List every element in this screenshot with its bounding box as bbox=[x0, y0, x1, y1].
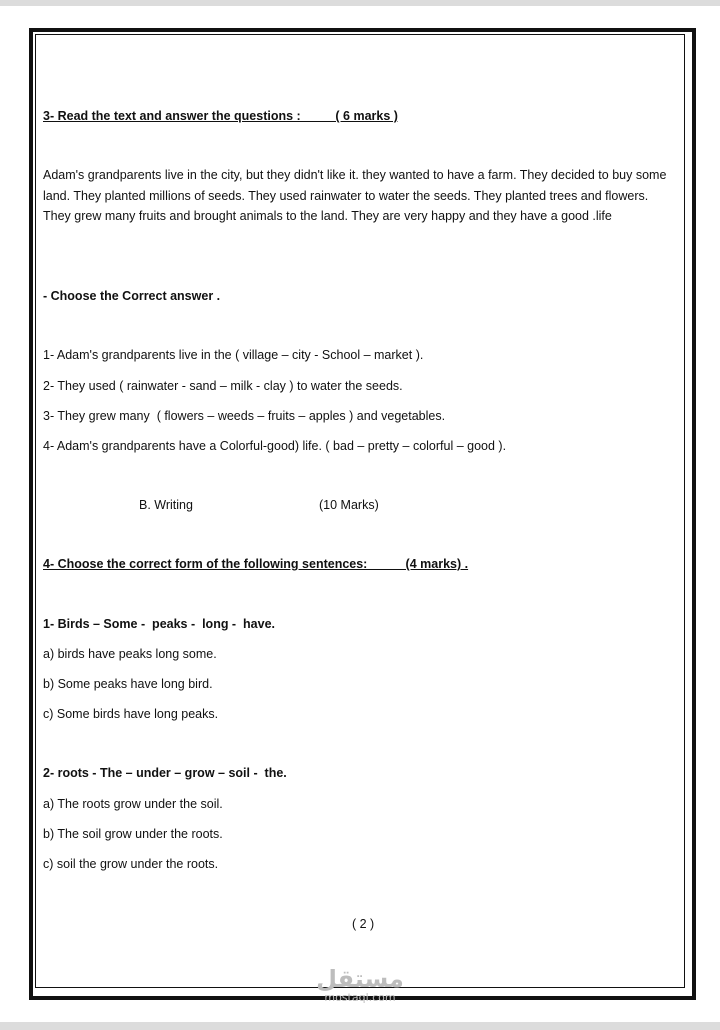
item-2-option-b: b) The soil grow under the roots. bbox=[43, 827, 223, 841]
item-2-prompt: 2- roots - The – under – grow – soil - the. bbox=[43, 766, 287, 780]
question-3: 3- They grew many ( flowers – weeds – fruits – apples ) and vegetables. bbox=[43, 409, 446, 423]
watermark-arabic: مستقل bbox=[316, 965, 404, 993]
bottom-background-strip bbox=[0, 1022, 720, 1030]
choose-instruction: - Choose the Correct answer . bbox=[43, 289, 221, 303]
question-2: 2- They used ( rainwater - sand – milk - clay ) to water the seeds. bbox=[43, 379, 403, 393]
item-1-option-c: c) Some birds have long peaks. bbox=[43, 707, 219, 721]
reading-passage: Adam's grandparents live in the city, but they didn't like it. they wanted to have a farm. They decided to buy some land. They planted millions of seeds. They used rainwater to water the seeds. They planted trees and flowers. They grew many fruits and brought animals to the land. They are very happy and they have a good .life bbox=[43, 168, 667, 223]
item-2-option-a: a) The roots grow under the soil. bbox=[43, 797, 223, 811]
item-1-option-a: a) birds have peaks long some. bbox=[43, 647, 217, 661]
item-2-option-c: c) soil the grow under the roots. bbox=[43, 857, 219, 871]
question-4: 4- Adam's grandparents have a Colorful-good) life. ( bad – pretty – colorful – good ). bbox=[43, 439, 507, 453]
question-1: 1- Adam's grandparents live in the ( village – city - School – market ). bbox=[43, 348, 424, 362]
page-number: ( 2 ) bbox=[352, 917, 375, 931]
section3-heading: 3- Read the text and answer the questions : ( 6 marks ) bbox=[43, 109, 398, 123]
section4-heading: 4- Choose the correct form of the following sentences: (4 marks) . bbox=[43, 557, 469, 571]
writing-marks: (10 Marks) bbox=[319, 498, 379, 512]
item-1-prompt: 1- Birds – Some - peaks - long - have. bbox=[43, 617, 276, 631]
watermark-latin: mostaql.com bbox=[324, 991, 396, 1004]
writing-label: B. Writing bbox=[139, 498, 193, 512]
item-1-option-b: b) Some peaks have long bird. bbox=[43, 677, 213, 691]
watermark-logo bbox=[300, 966, 420, 1004]
